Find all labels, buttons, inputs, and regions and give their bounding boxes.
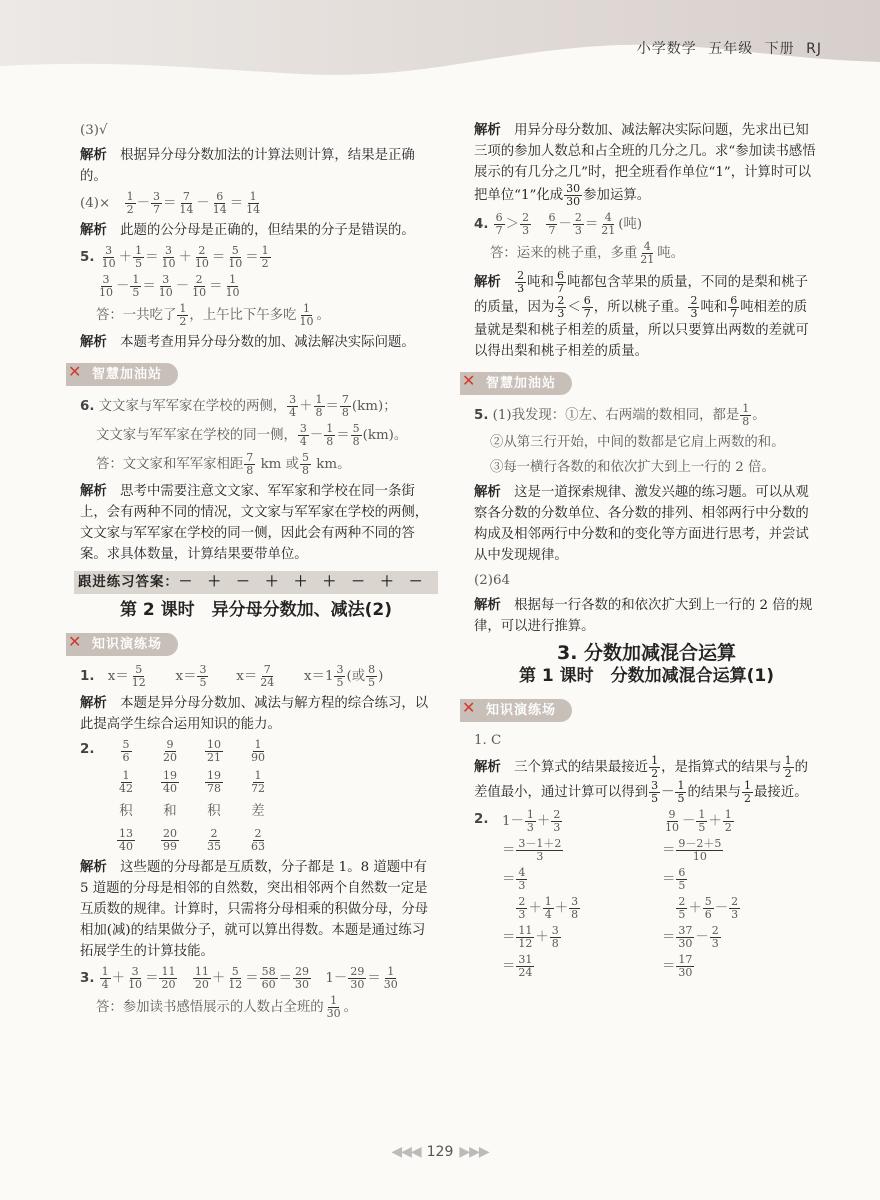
q3-analysis: 解析 根据异分母分数加法的计算法则计算，结果是正确的。 — [80, 148, 415, 184]
prev-arrows-icon: ◀◀◀ — [391, 1144, 421, 1160]
l1-analysis: 解析 本题是异分母分数加、减法与解方程的综合练习，以此提高学生综合运用知识的能力。 — [80, 696, 429, 732]
cross-icon: ✕ — [462, 371, 477, 390]
edition-label: RJ — [806, 41, 822, 57]
banner-zhishi: ✕ 知识演练场 — [66, 633, 178, 656]
c1-analysis: 解析 三个算式的结果最接近 $\frac{1}{2}$ ，是指算式的结果与 $\frac{1}{2}$ 的差值最小，通过计算可以得到 $\frac{3}{5}$ － $\frac{1}{5}$ 的结果与 $\frac{1}{2}$ 最接近。 — [474, 754, 808, 805]
q3-label: (3)√ — [80, 123, 108, 138]
word-ji2: 积 — [207, 804, 221, 819]
follow-practice-answers: 跟进练习答案：－ ＋ － ＋ ＋ ＋ － ＋ － — [74, 571, 438, 594]
c2-calculations: 2. 1－ $\frac{1}{3}$ ＋ $\frac{2}{3}$ $\frac{9}{10}$ － $\frac{1}{5}$ ＋ $\frac{1}{2}$ ＝ $\frac{3-1+2}{3}$ ＝ $\frac{9-2+5}{10}$ ＝ $\frac{4}{3}$ ＝ $\frac{6}{5}$ $\frac{2}{3}$ ＋ $\frac{1}{4}$ ＋ $\frac{3}{8}$ $\frac{2}{5}$ ＋ $\frac{5}{6}$ － $\frac{2}{3}$ ＝ $\frac{11}{12}$ ＋ $\frac{3}{8}$ ＝ $\frac{37}{30}$ － $\frac{2}{3}$ ＝ $\frac{31}{24}$ ＝ $\frac{17}{30}$ — [474, 808, 739, 979]
section-title: 3. 分数加减混合运算 — [556, 642, 737, 664]
right-column — [462, 120, 819, 983]
banner-zhihui-right: ✕ 智慧加油站 — [460, 372, 572, 395]
q6-line1: 6. 文文家与军军家在学校的两侧， $\frac{3}{4}$ ＋ $\frac{1}{8}$ ＝ $\frac{7}{8}$ (km)； — [80, 393, 397, 419]
lesson2-title: 第 2 课时 异分母分数加、减法(2) — [119, 600, 393, 620]
banner-zhishi-right: ✕ 知识演练场 — [460, 699, 572, 722]
r4-answer: 答：运来的桃子重，多重 $\frac{4}{21}$ 吨。 — [490, 240, 685, 266]
q5-answer: 答：一共吃了 $\frac{1}{2}$ ，上午比下午多吃 $\frac{1}{10}$ 。 — [96, 302, 330, 328]
q6-analysis: 解析 思考中需要注意文文家、军军家和学校在同一条街上，会有两种不同的情况，文文家与军军家在学校的两侧，文文家与军军家在学校的同一侧，因此会有两种不同的答案。求具体数量，计算结果要带单位。 — [80, 484, 429, 562]
word-cha: 差 — [251, 804, 265, 819]
cross-icon: ✕ — [462, 698, 477, 717]
r5-analysis2: 解析 根据每一行各数的和依次扩大到上一行的 2 倍的规律，可以进行推算。 — [474, 598, 813, 634]
q5-eq2: $\frac{3}{10}$ － $\frac{1}{5}$ ＝ $\frac{3}{10}$ － $\frac{2}{10}$ ＝ $\frac{1}{10}$ — [99, 273, 240, 299]
subject-label: 小学数学 — [636, 41, 697, 57]
r4-equation: 4. $\frac{6}{7}$ ＞ $\frac{2}{3}$ $\frac{6}{7}$ － $\frac{2}{3}$ ＝ $\frac{4}{21}$ (吨) — [474, 211, 643, 237]
cross-icon: ✕ — [68, 632, 83, 651]
q4-analysis: 解析 此题的公分母是正确的，但结果的分子是错误的。 — [80, 223, 415, 238]
grade-label: 五年级 — [708, 41, 754, 57]
word-ji: 积 — [119, 804, 133, 819]
left-column — [68, 120, 432, 1024]
r5-line3: ③每一横行各数的和依次扩大到上一行的 2 倍。 — [490, 460, 775, 475]
q6-answer: 答：文文家和军军家相距 $\frac{7}{8}$ km 或 $\frac{5}{8}$ km。 — [96, 451, 351, 477]
q4-equation: (4)× $\frac{1}{2}$ － $\frac{3}{7}$ ＝ $\frac{7}{14}$ － $\frac{6}{14}$ ＝ $\frac{1}{14}$ — [80, 190, 261, 216]
l2-analysis: 解析 这些题的分母都是互质数，分子都是 1。8 道题中有 5 道题的分母是相邻的自然数，突出相邻两个自然数一定是互质数的规律。计算时，只需将分母相乘的积做分母，分母相加(减)的结果做分子，就可以算出得数。本题是通过练习拓展学生的计算技能。 — [80, 860, 429, 959]
r5-line2: ②从第三行开始，中间的数都是它肩上两数的和。 — [490, 435, 785, 450]
r5-line1: 5. (1)我发现：①左、右两端的数相同，都是 $\frac{1}{8}$ 。 — [474, 402, 766, 428]
l3-answer: 答：参加读书感悟展示的人数占全班的 $\frac{1}{30}$ 。 — [96, 994, 358, 1020]
cross-icon: ✕ — [68, 362, 83, 381]
r4-analysis: 解析 $\frac{2}{3}$ 吨和 $\frac{6}{7}$ 吨都包含苹果的质量，不同的是梨和桃子的质量，因为 $\frac{2}{3}$ ＜ $\frac{6}{7}$ ，所以桃子重。 $\frac{2}{3}$ 吨和 $\frac{6}{7}$ 吨相差的质量就是梨和桃子相差的质量，所以只要算出两数的差就可以得出梨和桃子相差的质量。 — [474, 269, 809, 359]
c1-answer: 1. C — [474, 733, 502, 748]
lesson1-title: 第 1 课时 分数加减混合运算(1) — [518, 666, 775, 686]
q5-eq1: 5. $\frac{3}{10}$ ＋ $\frac{1}{5}$ ＝ $\frac{3}{10}$ ＋ $\frac{2}{10}$ ＝ $\frac{5}{10}$ ＝ $\frac{1}{2}$ — [80, 244, 269, 270]
book-header — [637, 38, 822, 58]
l3-equation: 3. $\frac{1}{4}$ ＋ $\frac{3}{10}$ ＝ $\frac{11}{20}$ $\frac{11}{20}$ ＋ $\frac{5}{12}$ ＝ $\frac{58}{60}$ ＝ $\frac{29}{30}$ 1－ $\frac{29}{30}$ ＝ $\frac{1}{30}$ — [80, 965, 398, 991]
page-number: ◀◀◀ 129 ▶▶▶ — [391, 1144, 489, 1160]
l2-grid: 2. $\frac{5}{6}$ $\frac{9}{20}$ $\frac{10}{21}$ $\frac{1}{90}$ $\frac{1}{42}$ $\frac{19}{40}$ $\frac{19}{78}$ $\frac{1}{72}$ 积 和 积 差 $\frac{13}{40}$ $\frac{20}{99}$ $\frac{2}{35}$ $\frac{2}{63}$ — [80, 739, 432, 853]
q5-analysis: 解析 本题考查用异分母分数的加、减法解决实际问题。 — [80, 335, 415, 350]
volume-label: 下册 — [764, 41, 795, 57]
r5-part2: (2)64 — [474, 573, 511, 588]
r-top-analysis: 解析 用异分母分数加、减法解决实际问题，先求出已知三项的参加人数总和占全班的几分之几。求“参加读书感悟展示的有几分之几”时，把全班看作单位“1”，计算时可以把单位“1”化成 $\frac{30}{30}$ 参加运算。 — [474, 123, 816, 208]
l1-equations: 1. x＝ $\frac{5}{12}$ x＝ $\frac{3}{5}$ x＝ $\frac{7}{24}$ x＝1 $\frac{3}{5}$ (或 $\frac{8}{5}$ ) — [80, 663, 384, 689]
banner-zhihui: ✕ 智慧加油站 — [66, 363, 178, 386]
q6-line2: 文文家与军军家在学校的同一侧， $\frac{3}{4}$ － $\frac{1}{8}$ ＝ $\frac{5}{8}$ (km)。 — [96, 422, 408, 448]
word-he: 和 — [163, 804, 177, 819]
r5-analysis1: 解析 这是一道探索规律、激发兴趣的练习题。可以从观察各分数的分数单位、各分数的排列、相邻两行中分数的构成及相邻两行中分数和的变化等方面进行思考，并尝试从中发现规律。 — [474, 485, 809, 563]
next-arrows-icon: ▶▶▶ — [459, 1144, 489, 1160]
